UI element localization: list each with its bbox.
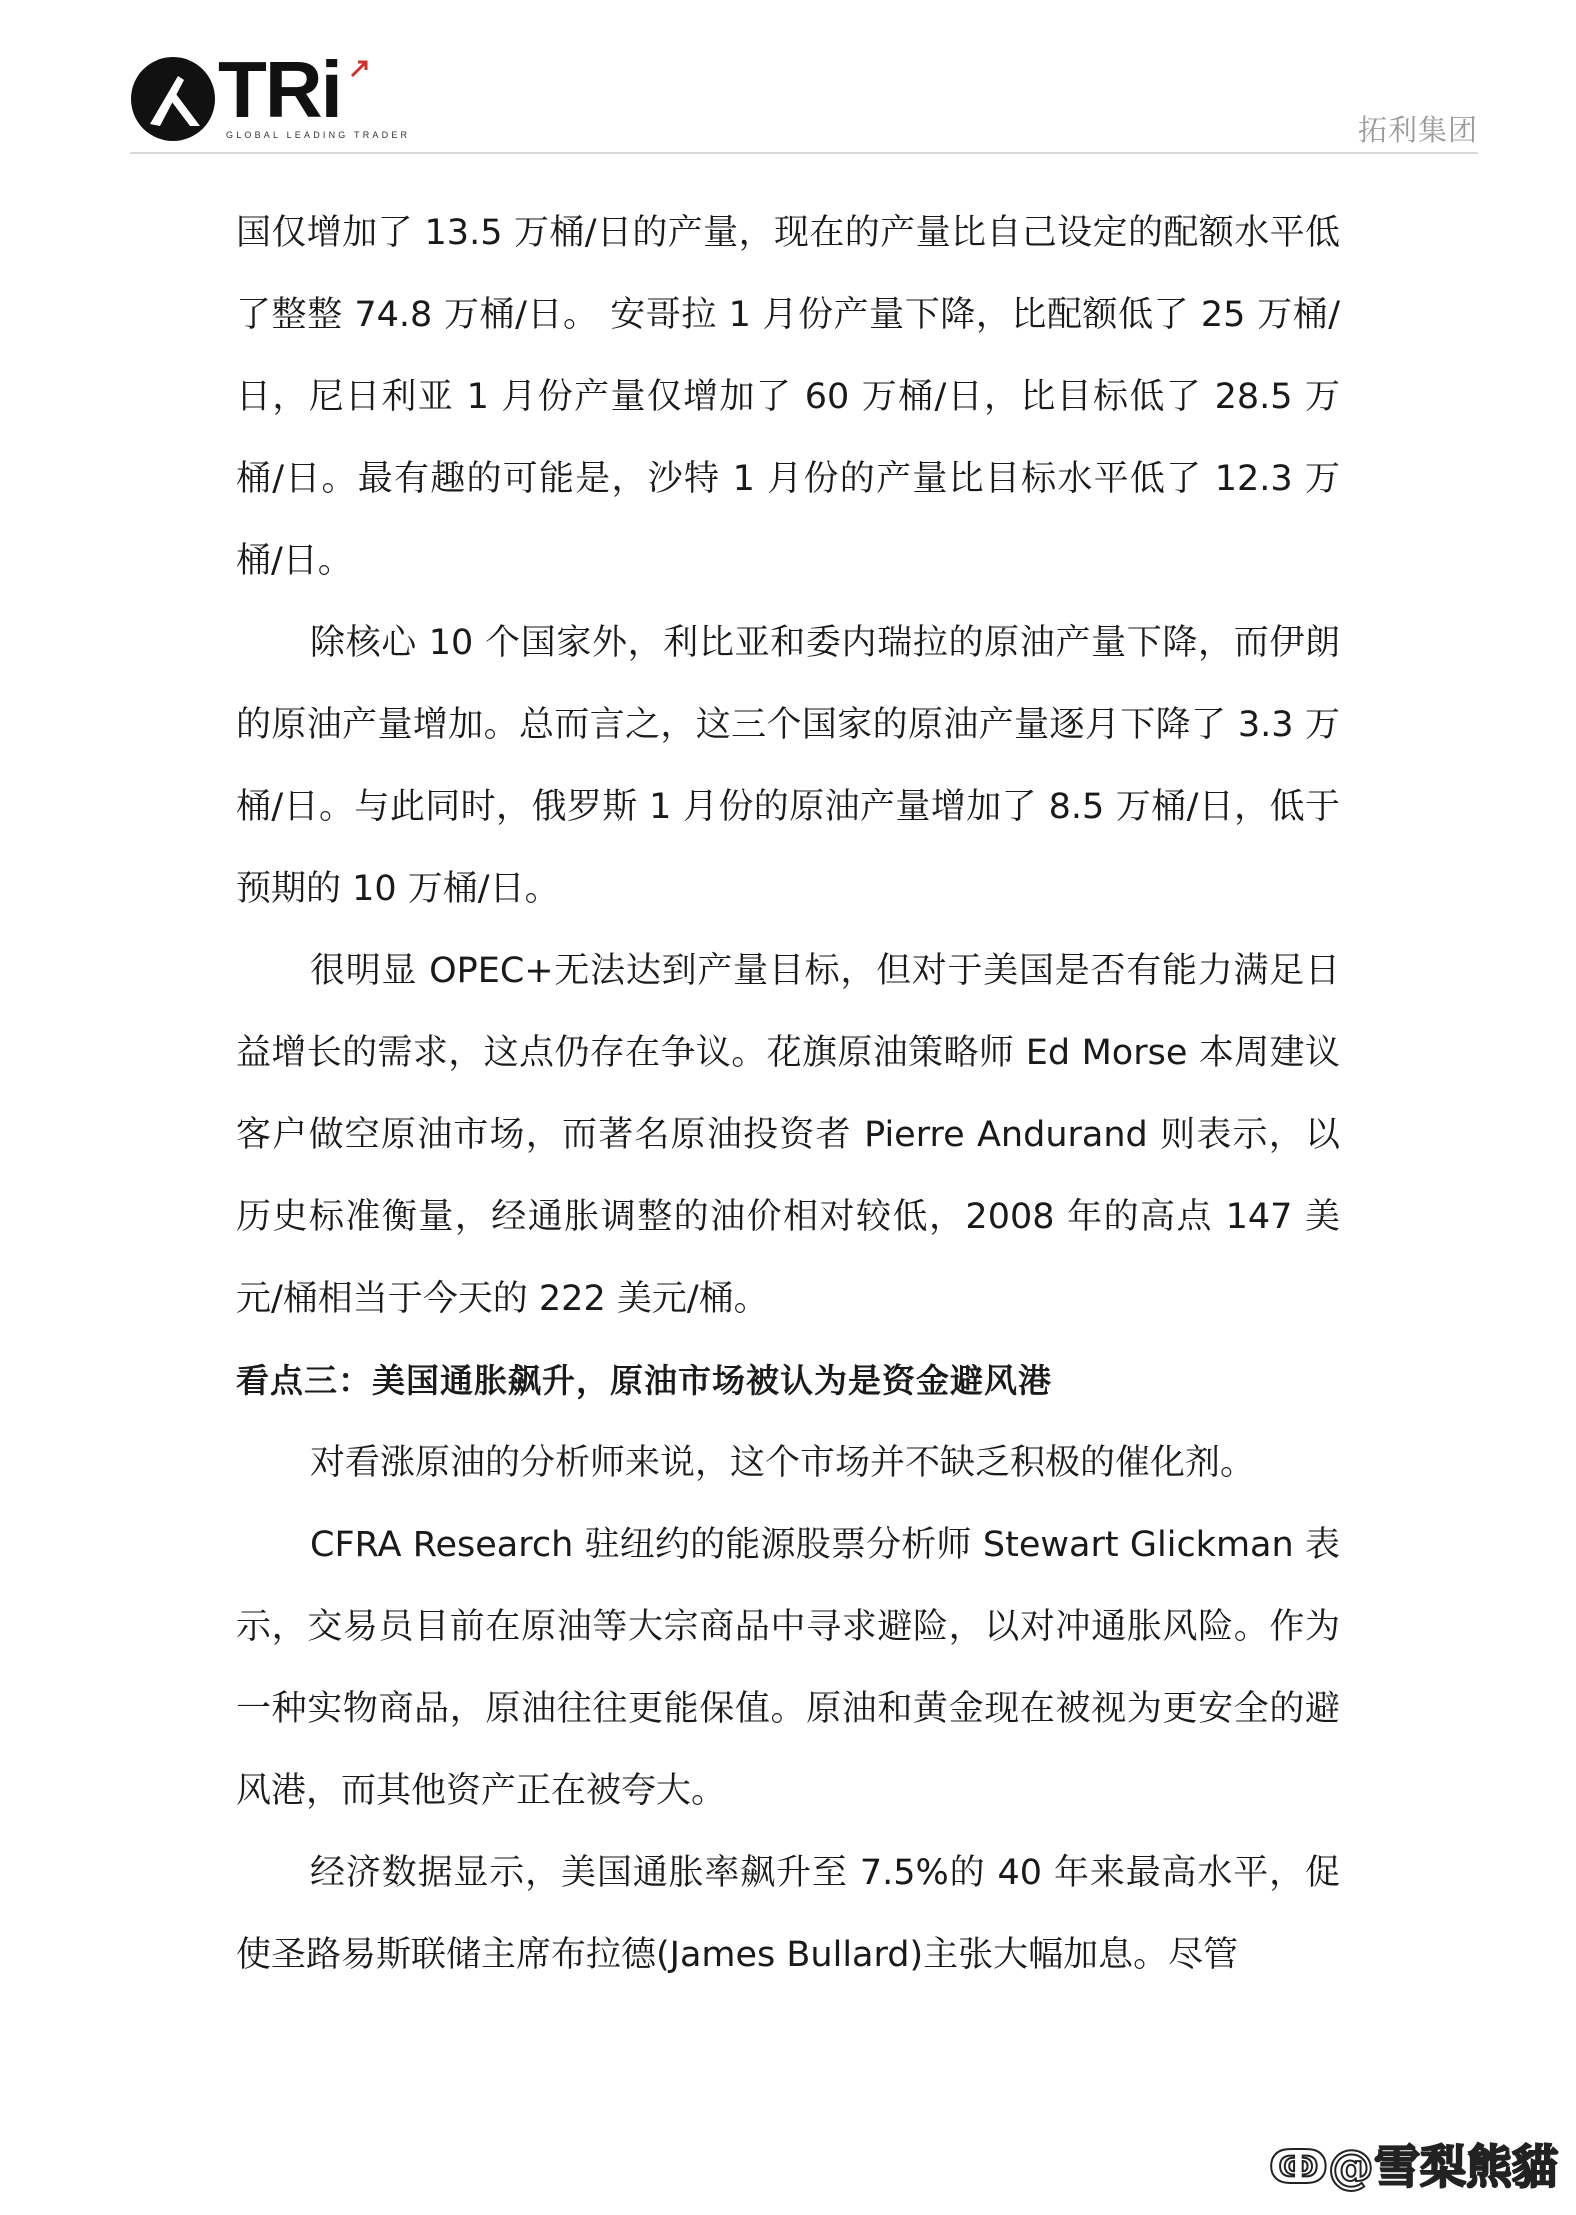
section-heading: 看点三：美国通胀飙升，原油市场被认为是资金避风港 xyxy=(236,1361,1052,1400)
article-body xyxy=(236,192,1340,1996)
paragraph-inflation: 经济数据显示，美国通胀率飙升至 7.5%的 40 年来最高水平，促使圣路易斯联储主席布拉德(James Bullard)主张大幅加息。尽管 xyxy=(236,1853,1340,1975)
watermark xyxy=(1269,2131,1558,2197)
page-header xyxy=(0,0,1576,160)
company-name: 拓利集团 xyxy=(1357,113,1478,147)
logo-arrow-icon xyxy=(350,60,368,78)
paragraph-cfra: CFRA Research 驻纽约的能源股票分析师 Stewart Glickman 表示，交易员目前在原油等大宗商品中寻求避险，以对冲通胀风险。作为一种实物商品，原油往往更能保值。原油和黄金现在被视为更安全的避风港，而其他资产正在被夸大。 xyxy=(236,1525,1340,1811)
paragraph-opec-quotas: 国仅增加了 13.5 万桶/日的产量，现在的产量比自己设定的配额水平低了整整 74.8 万桶/日。 安哥拉 1 月份产量下降，比配额低了 25 万桶/日，尼日利亚 1 月份产量仅增加了 60 万桶/日，比目标低了 28.5 万桶/日。最有趣的可能是，沙特 1 月份的产量比目标水平低了 12.3 万桶/日。 xyxy=(236,213,1340,581)
paragraph-catalysts: 对看涨原油的分析师来说，这个市场并不缺乏积极的催化剂。 xyxy=(310,1443,1256,1483)
logo-wordmark: TRi xyxy=(218,45,341,134)
paragraph-libya-venezuela-iran: 除核心 10 个国家外，利比亚和委内瑞拉的原油产量下降，而伊朗的原油产量增加。总而言之，这三个国家的原油产量逐月下降了 3.3 万桶/日。与此同时，俄罗斯 1 月份的原油产量增加了 8.5 万桶/日，低于预期的 10 万桶/日。 xyxy=(236,623,1340,909)
logo-mark-icon xyxy=(130,54,220,144)
company-logo xyxy=(130,45,411,144)
logo-tagline: GLOBAL LEADING TRADER xyxy=(226,130,411,140)
watermark-text: 雪梨熊貓 xyxy=(1374,2140,1558,2194)
weibo-icon: ↂ xyxy=(1268,2140,1328,2194)
header-divider xyxy=(130,152,1478,154)
at-icon: @ xyxy=(1328,2140,1374,2194)
paragraph-us-supply-debate: 很明显 OPEC+无法达到产量目标，但对于美国是否有能力满足日益增长的需求，这点仍存在争议。花旗原油策略师 Ed Morse 本周建议客户做空原油市场，而著名原油投资者 Pierre Andurand 则表示，以历史标准衡量，经通胀调整的油价相对较低，2008 年的高点 147 美元/桶相当于今天的 222 美元/桶。 xyxy=(236,951,1340,1319)
